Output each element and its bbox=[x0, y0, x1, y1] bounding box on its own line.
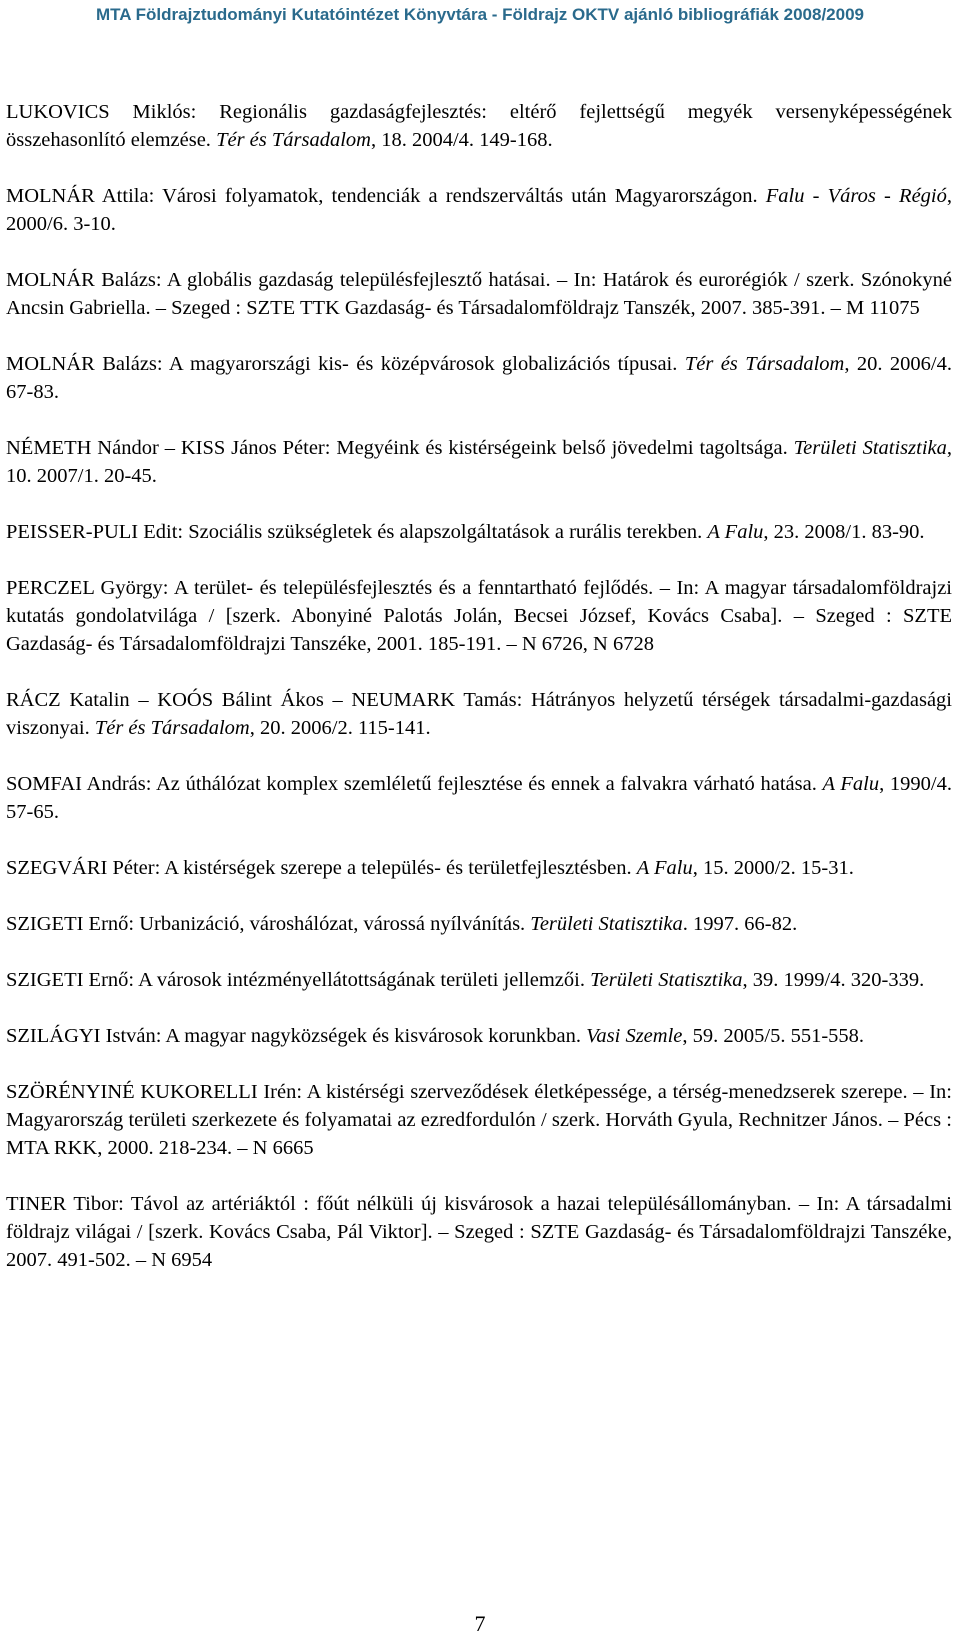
bibliography-entry: TINER Tibor: Távol az artériáktól : főút nélküli új kisvárosok a hazai településállományban. – In: A társadalmi földrajz világai / [szerk. Kovács Csaba, Pál Viktor]. – Szeged : SZTE Gazdaság- és Társadalomföldrajzi Tanszéke, 2007. 491-502. – N 6954 bbox=[6, 1193, 952, 1271]
bibliography-entry: MOLNÁR Attila: Városi folyamatok, tendenciák a rendszerváltás után Magyarországon. Falu - Város - Régió, 2000/6. 3-10. bbox=[6, 185, 952, 235]
bibliography-entry: SZIGETI Ernő: Urbanizáció, városhálózat, várossá nyílvánítás. Területi Statisztika. 1997. 66-82. bbox=[6, 913, 798, 935]
bibliography-list bbox=[6, 98, 952, 1302]
bibliography-entry: SOMFAI András: Az úthálózat komplex szemléletű fejlesztése és ennek a falvakra várható hatása. A Falu, 1990/4. 57-65. bbox=[6, 773, 953, 823]
bibliography-entry: MOLNÁR Balázs: A magyarországi kis- és középvárosok globalizációs típusai. Tér és Társadalom, 20. 2006/4. 67-83. bbox=[6, 353, 952, 403]
bibliography-entry: PERCZEL György: A terület- és településfejlesztés és a fenntartható fejlődés. – In: A magyar társadalomföldrajzi kutatás gondolatvilága / [szerk. Abonyiné Palotás Jolán, Becsei József, Kovács Csaba]. – Szeged : SZTE Gazdaság- és Társadalomföldrajzi Tanszéke, 2001. 185-191. – N 6726, N 6728 bbox=[6, 577, 952, 655]
bibliography-entry: PEISSER-PULI Edit: Szociális szükségletek és alapszolgáltatások a rurális terekben. A Falu, 23. 2008/1. 83-90. bbox=[6, 521, 925, 543]
bibliography-entry: SZIGETI Ernő: A városok intézményellátottságának területi jellemzői. Területi Statisztika, 39. 1999/4. 320-339. bbox=[6, 969, 925, 991]
bibliography-entry: SZILÁGYI István: A magyar nagyközségek és kisvárosok korunkban. Vasi Szemle, 59. 2005/5. 551-558. bbox=[6, 1025, 865, 1047]
bibliography-entry: SZEGVÁRI Péter: A kistérségek szerepe a település- és területfejlesztésben. A Falu, 15. 2000/2. 15-31. bbox=[6, 857, 854, 879]
page-header: MTA Földrajztudományi Kutatóintézet Könyvtára - Földrajz OKTV ajánló bibliográfiák 2008/2009 bbox=[96, 5, 864, 24]
page-number: 7 bbox=[474, 1611, 486, 1636]
bibliography-entry: MOLNÁR Balázs: A globális gazdaság településfejlesztő hatásai. – In: Határok és eurorégiók / szerk. Szónokyné Ancsin Gabriella. – Szeged : SZTE TTK Gazdaság- és Társadalomföldrajz Tanszék, 2007. 385-391. – M 11075 bbox=[6, 269, 952, 319]
bibliography-entry: RÁCZ Katalin – KOÓS Bálint Ákos – NEUMARK Tamás: Hátrányos helyzetű térségek társadalmi-gazdasági viszonyai. Tér és Társadalom, 20. 2006/2. 115-141. bbox=[6, 689, 952, 739]
bibliography-entry: SZÖRÉNYINÉ KUKORELLI Irén: A kistérségi szerveződések életképessége, a térség-menedzserek szerepe. – In: Magyarország területi szerkezete és folyamatai az ezredfordulón / szerk. Horváth Gyula, Rechnitzer János. – Pécs : MTA RKK, 2000. 218-234. – N 6665 bbox=[6, 1081, 952, 1159]
bibliography-entry: LUKOVICS Miklós: Regionális gazdaságfejlesztés: eltérő fejlettségű megyék versenyképességének összehasonlító elemzése. Tér és Társadalom, 18. 2004/4. 149-168. bbox=[6, 101, 952, 151]
bibliography-entry: NÉMETH Nándor – KISS János Péter: Megyéink és kistérségeink belső jövedelmi tagoltsága. Területi Statisztika, 10. 2007/1. 20-45. bbox=[6, 437, 952, 487]
